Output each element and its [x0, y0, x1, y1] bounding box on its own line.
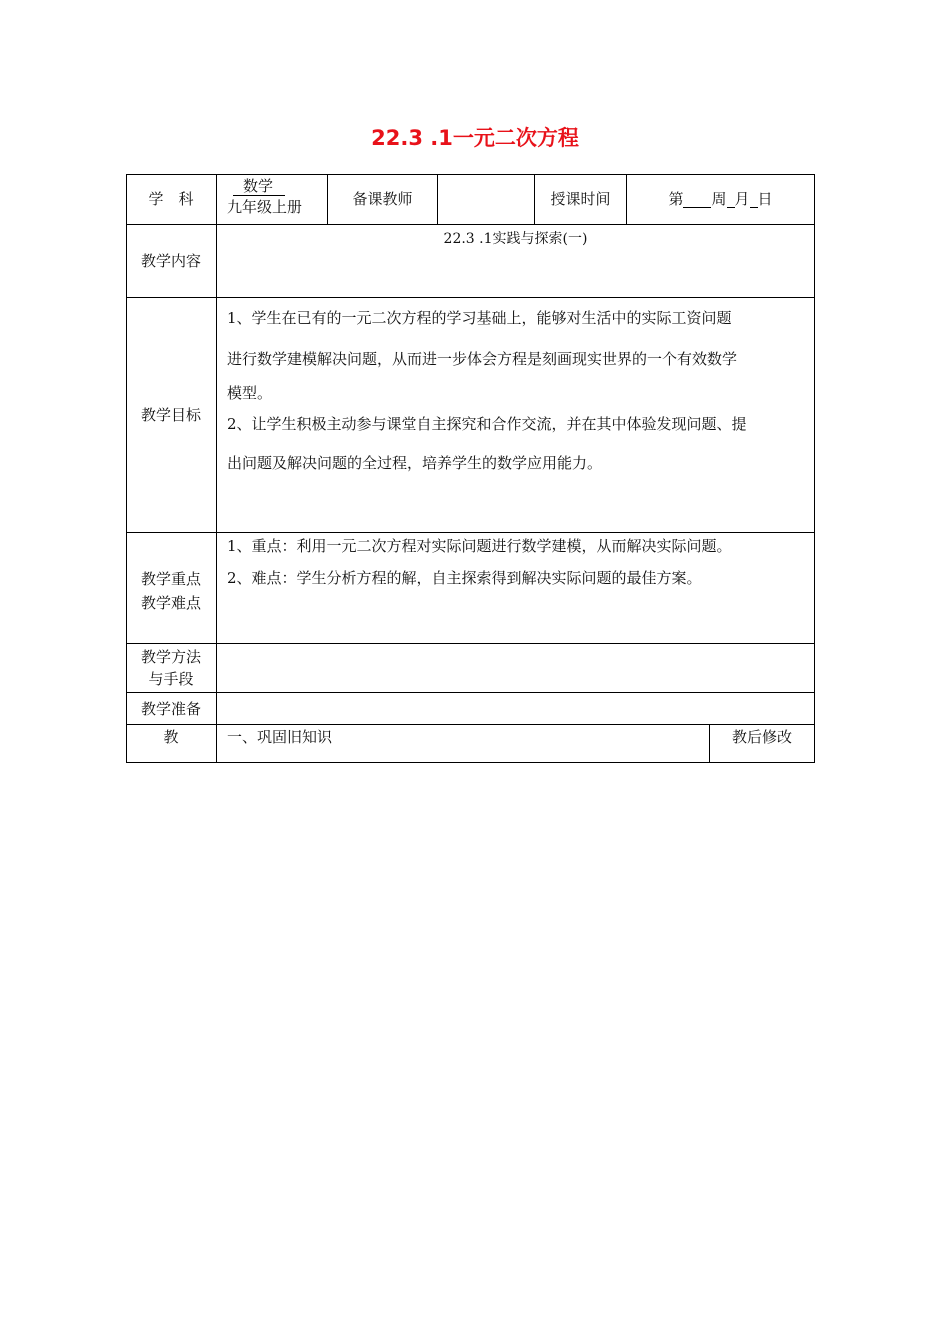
goal-line: 进行数学建模解决问题，从而进一步体会方程是刻画现实世界的一个有效数学 [227, 350, 738, 368]
methods-label-line2: 与手段 [148, 670, 194, 688]
methods-label-line1: 教学方法 [140, 648, 201, 666]
goals-label [126, 298, 216, 532]
row-divider [126, 532, 815, 533]
subject-label-text: 学 科 [148, 190, 194, 208]
row-divider [126, 224, 815, 225]
time-label [535, 174, 626, 224]
row-divider [126, 724, 815, 725]
keypoints-text [227, 535, 812, 635]
time-day: 日 [757, 190, 773, 208]
prep-value [217, 693, 814, 724]
keypoints-label [126, 533, 216, 643]
keypoints-label-line2: 教学难点 [140, 594, 201, 612]
prep-label [126, 693, 216, 724]
time-value [627, 174, 814, 224]
revision-label-text: 教后修改 [731, 728, 792, 746]
content-label [126, 225, 216, 297]
day-blank [750, 191, 758, 208]
content-value [217, 229, 814, 253]
methods-label [126, 644, 216, 692]
lesson-plan-table [126, 174, 815, 763]
teacher-label-text: 备课教师 [352, 190, 413, 208]
goal-line: 模型。 [227, 384, 273, 402]
goal-line: 1、学生在已有的一元二次方程的学习基础上，能够对生活中的实际工资问题 [227, 309, 732, 327]
process-value [227, 727, 707, 757]
goal-line: 2、让学生积极主动参与课堂自主探究和合作交流，并在其中体验发现问题、提 [227, 415, 747, 433]
table-border-bottom [126, 762, 815, 763]
month-blank [727, 191, 735, 208]
time-label-text: 授课时间 [550, 190, 611, 208]
document-title: 22.3 .1一元二次方程 [371, 126, 579, 150]
subject-value: 数学 [233, 177, 285, 196]
table-border-right [814, 174, 815, 763]
revision-label [710, 727, 814, 757]
goals-text [227, 298, 812, 532]
time-week: 周 [711, 190, 727, 208]
subject-value-cell [217, 176, 327, 224]
goal-line: 出问题及解决问题的全过程，培养学生的数学应用能力。 [227, 454, 603, 472]
keypoints-label-line1: 教学重点 [140, 570, 201, 588]
keypoint-line: 2、难点：学生分析方程的解，自主探索得到解决实际问题的最佳方案。 [227, 569, 702, 587]
teacher-label [328, 174, 437, 224]
process-label [126, 727, 216, 757]
goals-label-text: 教学目标 [140, 406, 201, 424]
keypoint-line: 1、重点：利用一元二次方程对实际问题进行数学建模，从而解决实际问题。 [227, 537, 732, 555]
time-month: 月 [734, 190, 750, 208]
process-label-text: 教 [163, 728, 179, 746]
week-blank [683, 191, 711, 208]
subject-label [126, 174, 216, 224]
content-value-text: 22.3 .1实践与探索(一) [443, 231, 588, 247]
teacher-value [438, 174, 534, 224]
time-prefix: 第 [668, 190, 684, 208]
grade-value: 九年级上册 [227, 198, 303, 216]
methods-value [217, 644, 814, 692]
content-label-text: 教学内容 [140, 252, 201, 270]
process-value-text: 一、巩固旧知识 [227, 728, 333, 746]
prep-label-text: 教学准备 [140, 699, 201, 718]
